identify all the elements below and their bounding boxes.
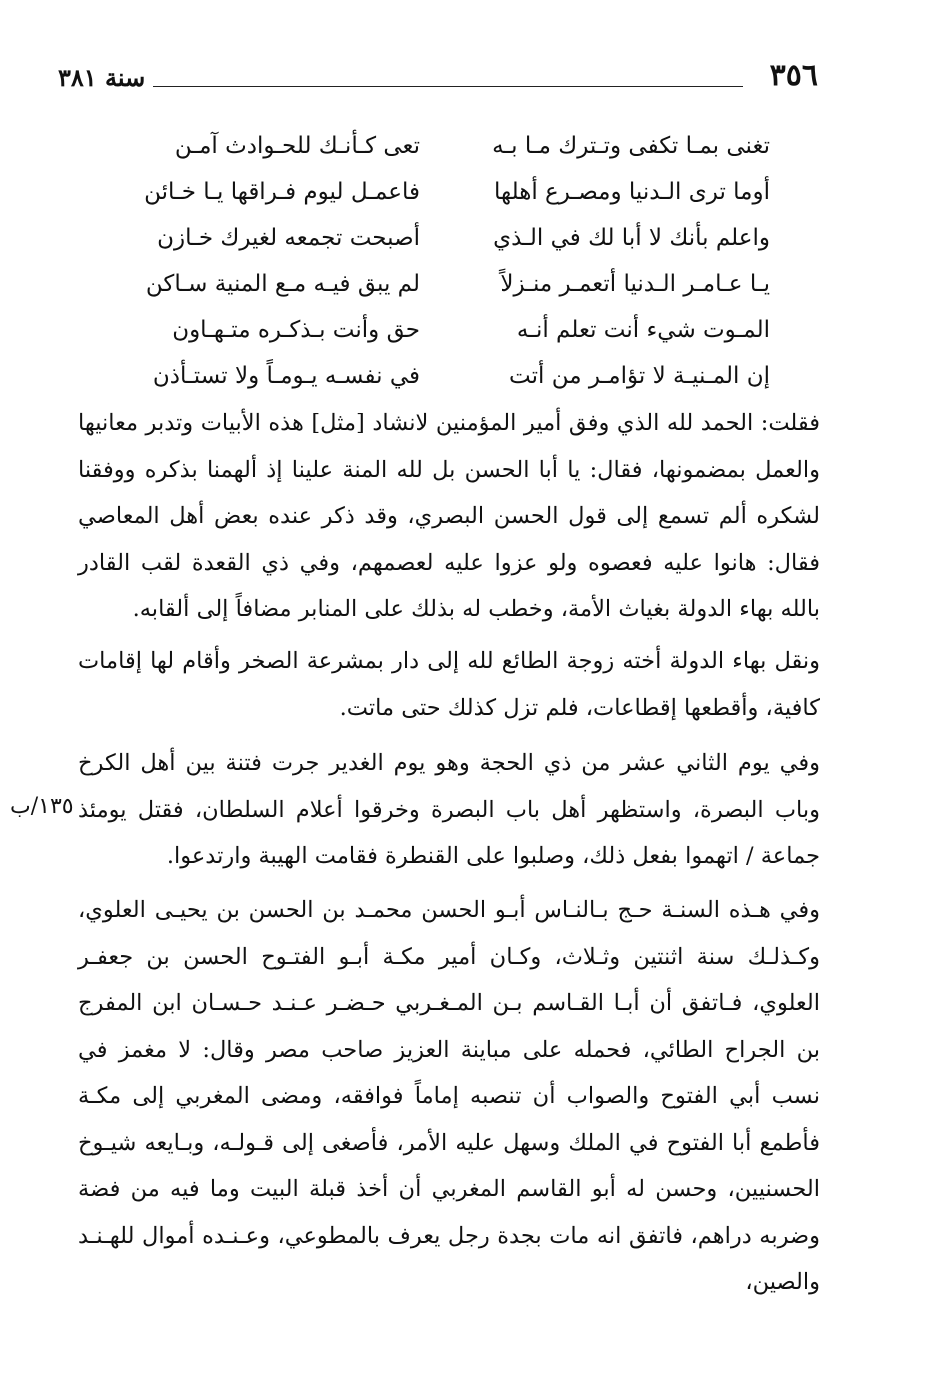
header-rule [153, 86, 743, 87]
poem-first-hemistich: إن المـنيـة لا تؤامـر من أتت [509, 363, 770, 389]
paragraph: ونقل بهاء الدولة أخته زوجة الطائع لله إلى دار بمشرعة الصخر وأقام لها إقامات كافية، وأقطعها إقطاعات، فلم تزل كذلك حتى ماتت. [78, 648, 820, 721]
paragraph: فقلت: الحمد لله الذي وفق أمير المؤمنين لانشاد [مثل] هذه الأبيات وتدبر معانيها والعمل بمضمونها، فقال: يا أبا الحسن بل لله المنة علينا إذ ألهمنا بذكره ووفقنا لشكره ألم تسمع إلى قول الحسن البصري، وقد ذكر عنده بعض أهل المعاصي فقال: هانوا عليه فعصوه ولو عزوا عليه لعصمهم، وفي ذي القعدة لقب القادر بالله بهاء الدولة بغياث الأمة، وخطب له بذلك على المنابر مضافاً إلى ألقابه. [78, 410, 820, 622]
poem-line [120, 307, 770, 353]
poem-first-hemistich: يـا عـامـر الـدنيا أتعمـر منـزلاً [500, 271, 770, 297]
page-number: ٣٥٦ [769, 58, 818, 93]
paragraph: وفي هـذه السنـة حـج بـالنـاس أبـو الحسن محمـد بن الحسن بن يحيـى العلوي، وكـذلـك سنة اثنتين وثـلاث، وكـان أمير مكـة أبـو الفتـوح الحسن بن جعفـر العلوي، فـاتفق أن أبـا القـاسم بـن المـغـربي حـضـر عـنـد حـسـان ابن المفرج بن الجراح الطائي، فحمله على مباينة العزيز صاحب مصر وقال: لا مغمز في نسب أبي الفتوح والصواب أن تنصبه إماماً فوافقه، ومضى المغربي إلى مكـة فأطمع أبا الفتوح في الملك وسهل عليه الأمر، فأصغى إلى قـولـه، وبـايعه شيـوخ الحسنيين، وحسن له أبو القاسم المغربي أن أخذ قبلة البيت وما فيه من فضة وضربه دراهم، فاتفق انه مات بجدة رجل يعرف بالمطوعي، وعـنـده أموال للهـنـد والصين، [78, 897, 820, 1295]
poem [120, 123, 770, 399]
running-head-year: سنة ٣٨١ [58, 63, 146, 92]
poem-second-hemistich: حق وأنت بـذكـره متـهـاون [172, 317, 420, 343]
poem-line [120, 169, 770, 215]
poem-first-hemistich: تغنى بمـا تكفى وتـترك مـا بـه [492, 133, 770, 159]
paragraph: وفي يوم الثاني عشر من ذي الحجة وهو يوم الغدير جرت فتنة بين أهل الكرخ وباب البصرة، واستظهر أهل باب البصرة وخرقوا أعلام السلطان، فقتل يومئذ جماعة / اتهموا بفعل ذلك، وصلبوا على القنطرة فقامت الهيبة وارتدعوا. [78, 750, 820, 869]
poem-line [120, 261, 770, 307]
poem-second-hemistich: تعى كـأنـك للحـوادث آمـن [174, 133, 420, 159]
poem-first-hemistich: المـوت شيء أنت تعلم أنـه [516, 317, 770, 343]
poem-first-hemistich: أوما ترى الـدنيا ومصـرع أهلها [494, 179, 770, 205]
manuscript-folio-note: ١٣٥/ب [10, 794, 74, 819]
poem-line [120, 215, 770, 261]
poem-second-hemistich: لم يبق فيـه مـع المنية سـاكن [145, 271, 420, 297]
poem-first-hemistich: واعلم بأنك لا أبا لك في الـذي [493, 225, 770, 251]
poem-line [120, 353, 770, 399]
poem-second-hemistich: في نفسـه يـومـاً ولا تستـأذن [152, 363, 420, 389]
poem-line [120, 123, 770, 169]
poem-second-hemistich: أصبحت تجمعه لغيرك خـازن [157, 225, 420, 251]
poem-second-hemistich: فاعمـل ليوم فـراقها يـا خـائن [144, 179, 420, 205]
page-header [58, 56, 818, 100]
